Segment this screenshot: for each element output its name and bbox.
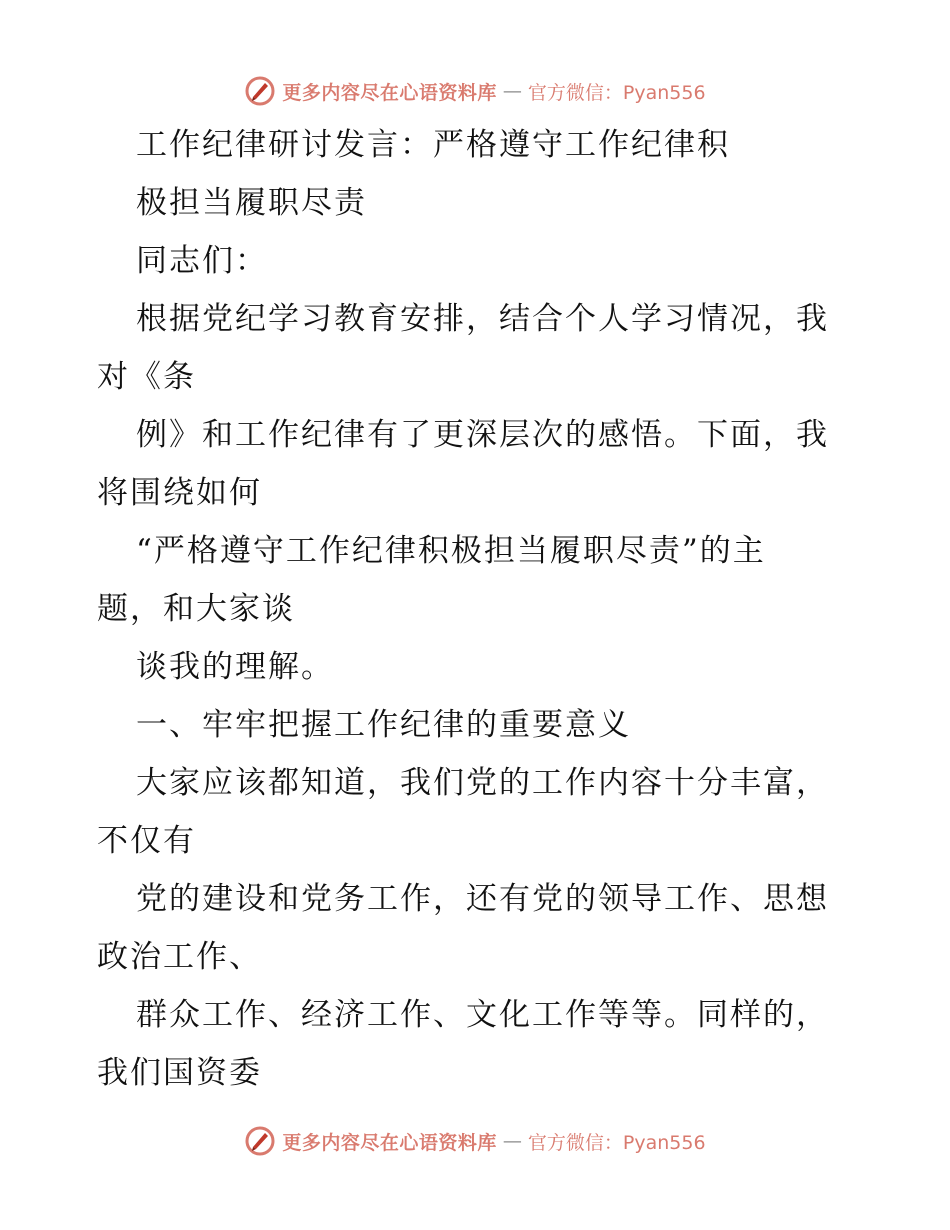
title-line-2: 极担当履职尽责 [136, 185, 367, 221]
quill-pen-circle-icon [244, 75, 276, 107]
paragraph-line: 例》和工作纪律有了更深层次的感悟。下面，我 [136, 417, 829, 453]
header-watermark-banner [0, 71, 950, 111]
paragraph-line: 谈我的理解。 [136, 649, 334, 685]
banner-separator: — [502, 80, 522, 102]
section-heading: 一、牢牢把握工作纪律的重要意义 [136, 707, 631, 743]
wechat-text: 官方微信：Pyan556 [527, 1131, 706, 1154]
banner-separator: — [502, 1130, 522, 1152]
paragraph-line: 不仅有 [97, 823, 196, 859]
paragraph-line: 题，和大家谈 [97, 591, 295, 627]
paragraph-line: 对《条 [97, 359, 196, 395]
title-line-1: 工作纪律研讨发言：严格遵守工作纪律积 [136, 127, 730, 163]
wechat-text: 官方微信：Pyan556 [527, 81, 706, 104]
paragraph-line: “严格遵守工作纪律积极担当履职尽责”的主 [136, 533, 766, 569]
paragraph-line: 根据党纪学习教育安排，结合个人学习情况，我 [136, 301, 829, 337]
paragraph-line: 我们国资委 [97, 1055, 262, 1091]
footer-watermark-banner [0, 1121, 950, 1161]
brand-text: 更多内容尽在心语资料库 [282, 1131, 497, 1154]
paragraph-line: 政治工作、 [97, 939, 262, 975]
document-body [97, 116, 857, 1102]
paragraph-line: 群众工作、经济工作、文化工作等等。同样的， [136, 997, 829, 1033]
quill-pen-circle-icon [244, 1125, 276, 1157]
paragraph-line: 将围绕如何 [97, 475, 262, 511]
brand-text: 更多内容尽在心语资料库 [282, 81, 497, 104]
salutation: 同志们： [136, 243, 268, 279]
paragraph-line: 大家应该都知道，我们党的工作内容十分丰富， [136, 765, 829, 801]
paragraph-line: 党的建设和党务工作，还有党的领导工作、思想 [136, 881, 829, 917]
